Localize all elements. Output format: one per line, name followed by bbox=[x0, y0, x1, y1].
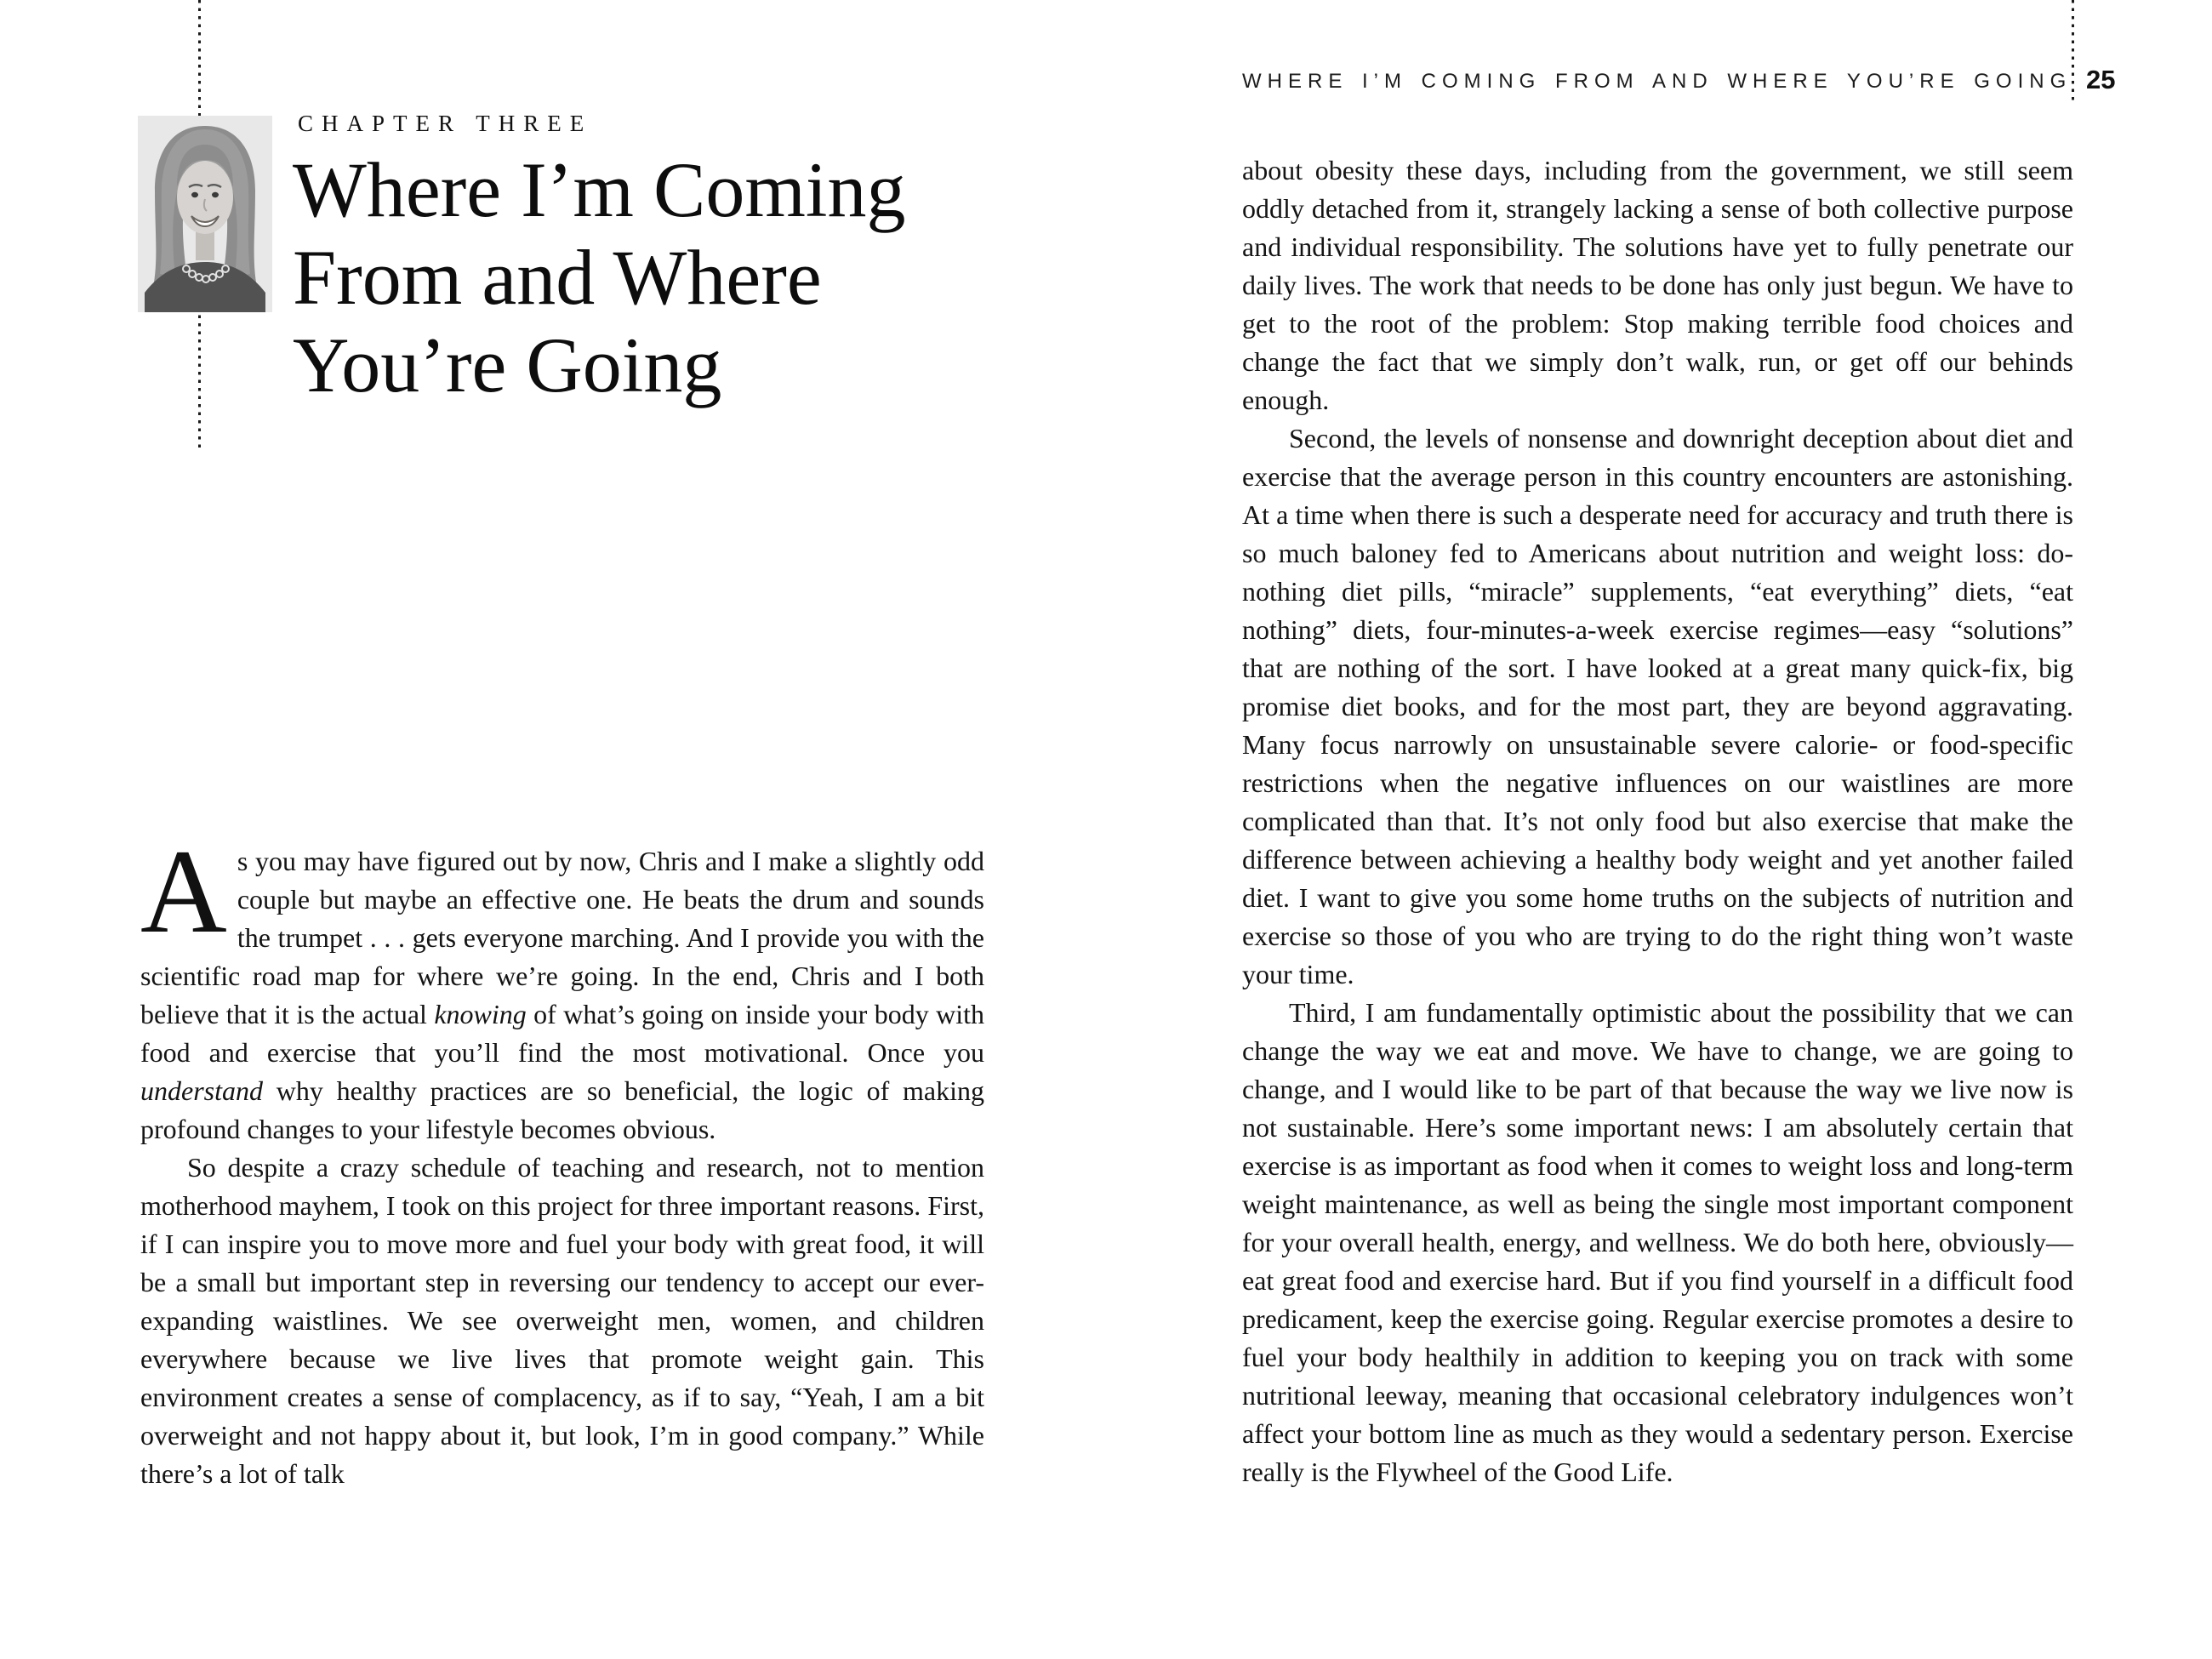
paragraph: Second, the levels of nonsense and downright deception about diet and exercise that the average person in this country encounters are astonishing. At a time when there is such a desperate need for accuracy and truth there is so much baloney fed to Americans about nutrition and weight loss: do-nothing diet pills, “miracle” supplements, “eat everything” diets, “eat nothing” diets, four-minutes-a-week exercise regimes—easy “solutions” that are nothing of the sort. I have looked at a great many quick-fix, big promise diet books, and for the most part, they are beyond aggravating. Many focus narrowly on unsustainable severe calorie- or food-specific restrictions when the negative influences on our waistlines are more complicated than that. It’s not only food but also exercise that make the difference between achieving a healthy body weight and yet another failed diet. I want to give you some home truths on the subjects of nutrition and exercise so those of you who are trying to do the right thing won’t waste your time. bbox=[1242, 423, 2073, 989]
paragraph: So despite a crazy schedule of teaching and research, not to mention motherhood mayhem, I took on this project for three important reasons. First, if I can inspire you to move more and fuel your body with great food, it will be a small but important step in reversing our tendency to accept our ever-expanding waistlines. We see overweight men, women, and children everywhere because we live lives that promote weight gain. This environment creates a sense of complacency, as if to say, “Yeah, I am a bit overweight and not happy about it, but look, I’m in good company.” While there’s a lot of talk bbox=[140, 1152, 984, 1489]
paragraph: about obesity these days, including from the government, we still seem oddly detached from it, strangely lacking a sense of both collective purpose and individual responsibility. The solutions have yet to fully penetrate our daily lives. The work that needs to be done has only just begun. We have to get to the root of the problem: Stop making terrible food choices and change the fact that we simply don’t walk, run, or get off our behinds enough. bbox=[1242, 155, 2073, 415]
title-line: You’re Going bbox=[293, 322, 722, 408]
title-line: Where I’m Coming bbox=[293, 146, 906, 233]
page-number: 25 bbox=[2086, 65, 2116, 94]
running-header: WHERE I’M COMING FROM AND WHERE YOU’RE GOING bbox=[1242, 70, 2072, 93]
chapter-label: CHAPTER THREE bbox=[298, 111, 593, 136]
right-dotted-rule bbox=[2072, 0, 2074, 104]
paragraph: As you may have figured out by now, Chris and I make a slightly odd couple but maybe an effective one. He beats the drum and sounds the trumpet . . . gets everyone marching. And I provide you with the scientific road map for where we’re going. In the end, Chris and I both believe that it is the actual knowing of what’s going on inside your body with food and exercise that you’ll find the most motivational. Once you understand why healthy practices are so beneficial, the logic of making profound changes to your lifestyle becomes obvious. bbox=[140, 825, 985, 1144]
paragraph: Third, I am fundamentally optimistic about the possibility that we can change the way we eat and move. We have to change, we are going to change, and I would like to be part of that because the way we live now is not sustainable. Here’s some important news: I am absolutely certain that exercise is as important as food when it comes to weight loss and long-term weight maintenance, as well as being the single most important component for your overall health, energy, and wellness. We do both here, obviously—eat great food and exercise hard. But if you find yourself in a difficult food predicament, keep the exercise going. Regular exercise promotes a desire to fuel your body healthily in addition to keeping you on track with some nutritional leeway, meaning that occasional celebratory indulgences won’t affect your bottom line as much as they would a sedentary person. Exercise really is the Flywheel of the Good Life. bbox=[1242, 997, 2073, 1487]
drop-cap: A bbox=[140, 825, 227, 958]
title-line: From and Where bbox=[293, 234, 822, 321]
chapter-title bbox=[293, 146, 905, 409]
right-page-body bbox=[1242, 151, 2073, 1491]
author-photo-illustration bbox=[138, 116, 272, 312]
author-photo bbox=[138, 116, 272, 312]
left-page-body bbox=[140, 825, 985, 1493]
